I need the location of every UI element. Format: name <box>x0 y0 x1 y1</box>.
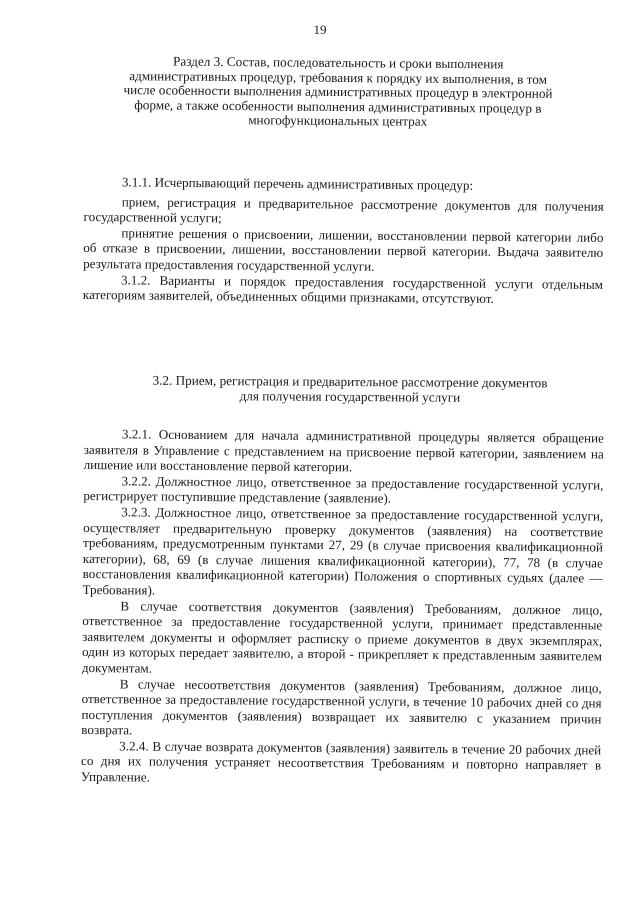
paragraph: В случае несоответствия документов (заявления) Требованиям, должное лицо, ответственное за предоставление государственной услуги, в течение 10 рабочих дней со дня поступления документов (заявления) возвращает их заявителю с указанием причин возврата. <box>81 675 602 738</box>
paragraph: 3.1.1. Исчерпывающий перечень административных процедур: <box>121 174 474 193</box>
heading-line: числе особенности выполнения административных процедур в электронной <box>123 82 553 101</box>
paragraph: принятие решения о присвоении, лишении, восстановлении первой категории либо об отказе в присвоении, лишении, восстановлении первой категории. Выдача заявителю результата предоставления государственной услуги. <box>83 225 604 274</box>
section-3-1-text <box>83 174 604 308</box>
section-3-heading <box>78 54 599 131</box>
page-number: 19 <box>313 22 327 37</box>
heading-line: административных процедур, требования к порядку их выполнения, в том <box>129 67 548 87</box>
paragraph: В случае соответствия документов (заявления) Требованиям, должное лицо, ответственное за предоставление государственной услуги, принимает представленные заявителем документы и оформляет расписку о приеме документов в двух экземплярах, один из которых передает заявителю, а второй - прикрепляет к представленным заявителем документам. <box>81 597 603 676</box>
paragraph: 3.2.1. Основанием для начала административной процедуры является обращение заявителя в Управление с представлением на присвоение первой категории, заявлением на лишение или восстановление первой категории. <box>83 426 604 475</box>
heading-line: форме, а также особенности выполнения административных процедур в <box>134 96 542 116</box>
section-3-2-heading <box>110 373 590 405</box>
paragraph: прием, регистрация и предварительное рассмотрение документов для получения государственной услуги; <box>83 193 604 226</box>
paragraph: 3.2.2. Должностное лицо, ответственное за предоставление государственной услуги, регистрирует поступившие представление (заявление). <box>83 473 604 507</box>
section-3-2-text <box>81 426 604 789</box>
heading-line: для получения государственной услуги <box>239 387 461 405</box>
heading-line: 3.2. Прием, регистрация и предварительное рассмотрение документов <box>152 372 548 391</box>
paragraph: 3.2.3. Должностное лицо, ответственное за предоставление государственной услуги, осуществляет предварительную проверку документов (заявления) на соответствие требованиям, предусмотренным пунктами 27, 29 (в случае присвоения квалификационной категории), 68, 69 (в случае лишения квалификационной категории), 77, 78 (в случае восстановления квалификационной категории) Положения о спортивных судьях (далее — Требования). <box>82 504 604 598</box>
heading-line: Раздел 3. Состав, последовательность и сроки выполнения <box>172 53 504 72</box>
heading-line: многофункциональных центрах <box>248 112 428 129</box>
paragraph: 3.1.2. Варианты и порядок предоставления государственной услуги отдельным категориям заявителей, объединенных общими признаками, отсутствуют. <box>82 271 604 307</box>
paragraph: 3.2.4. В случае возврата документов (заявления) заявитель в течение 20 рабочих дней со дня их получения устраняет несоответствия Требованиям и повторно направляет в Управление. <box>80 738 602 785</box>
